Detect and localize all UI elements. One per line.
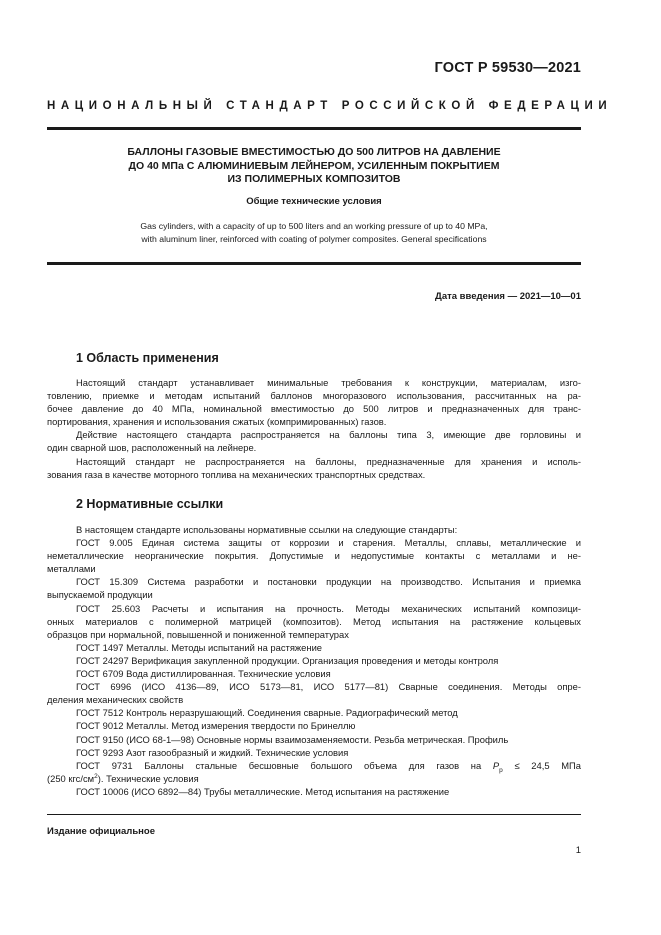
title-line: ИЗ ПОЛИМЕРНЫХ КОМПОЗИТОВ bbox=[227, 173, 401, 185]
gost9731-line2-prefix: (250 кгс/см bbox=[47, 772, 95, 784]
text-line: портирования, хранения и использования сжатых (компримированных) газов. bbox=[47, 416, 387, 428]
gost9731-suffix: ≤ 24,5 МПа bbox=[514, 759, 581, 771]
title-line: БАЛЛОНЫ ГАЗОВЫЕ ВМЕСТИМОСТЬЮ ДО 500 ЛИТРОВ НА ДАВЛЕНИЕ bbox=[127, 146, 501, 158]
title-line: ДО 40 МПа С АЛЮМИНИЕВЫМ ЛЕЙНЕРОМ, УСИЛЕННЫМ ПОКРЫТИЕМ bbox=[128, 159, 500, 172]
pressure-subscript: р bbox=[499, 766, 503, 774]
section-references-body bbox=[47, 523, 581, 798]
section-heading-references: 2 Нормативные ссылки bbox=[76, 497, 224, 511]
text-line: деления механических свойств bbox=[47, 694, 184, 706]
section-heading-scope: 1 Область применения bbox=[76, 351, 219, 365]
page-number: 1 bbox=[575, 845, 581, 856]
text-line: ГОСТ 6996 (ИСО 4136—89, ИСО 5173—81, ИСО 5177—81) Сварные соединения. Методы опре- bbox=[76, 681, 581, 693]
text-line-gost9731 bbox=[47, 759, 581, 772]
text-line: Действие настоящего стандарта распространяется на баллоны типа 3, имеющие две горловины и bbox=[76, 429, 581, 441]
introduction-date: Дата введения — 2021—10—01 bbox=[435, 291, 581, 302]
text-line: ГОСТ 15.309 Система разработки и постановки продукции на производство. Испытания и приемка bbox=[76, 576, 581, 588]
text-line: ГОСТ 9.005 Единая система защиты от коррозии и старения. Металлы, сплавы, металлические и bbox=[76, 537, 581, 549]
text-line: выпускаемой продукции bbox=[47, 589, 153, 601]
text-line: онных материалов с полимерной матрицей (композитов). Метод испытания на растяжение кольцевых bbox=[47, 615, 581, 627]
text-line: ГОСТ 1497 Металлы. Методы испытаний на растяжение bbox=[76, 641, 323, 653]
document-title bbox=[60, 146, 568, 187]
text-line: металлами bbox=[47, 563, 96, 575]
gost-number: ГОСТ Р 59530—2021 bbox=[434, 60, 581, 76]
text-line: образцов при нормальной, повышенной и пониженной температурах bbox=[47, 628, 349, 640]
text-line bbox=[47, 772, 581, 785]
national-standard-banner: НАЦИОНАЛЬНЫЙ СТАНДАРТ РОССИЙСКОЙ ФЕДЕРАЦИИ bbox=[47, 100, 613, 112]
text-line: Настоящий стандарт не распространяется на баллоны, предназначенные для хранения и исполь- bbox=[76, 455, 581, 467]
text-line: В настоящем стандарте использованы нормативные ссылки на следующие стандарты: bbox=[76, 524, 458, 535]
pressure-symbol: P bbox=[492, 759, 500, 771]
text-line: ГОСТ 9150 (ИСО 68-1—98) Основные нормы взаимозаменяемости. Резьба метрическая. Профиль bbox=[76, 733, 509, 745]
text-line: зования газа в качестве моторного топлива на механических транспортных средствах. bbox=[47, 468, 426, 480]
text-line: неметаллические неорганические покрытия. Допустимые и недопустимые контакты с металлами и не- bbox=[47, 550, 581, 562]
english-title bbox=[60, 220, 568, 246]
middle-rule bbox=[47, 262, 581, 265]
text-line: ГОСТ 25.603 Расчеты и испытания на прочность. Методы механических испытаний композици- bbox=[76, 602, 581, 614]
gost9731-prefix: ГОСТ 9731 Баллоны стальные бесшовные большого объема для газов на bbox=[76, 759, 482, 771]
english-title-line: Gas cylinders, with a capacity of up to 500 liters and an working pressure of up to 40 MPa, bbox=[140, 221, 488, 231]
document-subtitle: Общие технические условия bbox=[246, 196, 382, 207]
top-rule bbox=[47, 127, 581, 130]
text-line: ГОСТ 9293 Азот газообразный и жидкий. Технические условия bbox=[76, 746, 349, 758]
text-line: Настоящий стандарт устанавливает минимальные требования к конструкции, материалам, изго- bbox=[76, 377, 581, 388]
text-line: один сварной шов, расположенный на лейнере. bbox=[47, 442, 257, 454]
gost9731-line2-suffix: ). Технические условия bbox=[97, 772, 199, 784]
text-line: ГОСТ 24297 Верификация закупленной продукции. Организация проведения и методы контроля bbox=[76, 654, 499, 666]
text-line: товлению, приемке и методам испытаний баллонов многоразового использования, рассчитанных на ра- bbox=[47, 390, 581, 402]
bottom-rule bbox=[47, 814, 581, 815]
text-line: бочее давление до 40 МПа, номинальной вместимостью до 500 литров и предназначенных для транс- bbox=[47, 403, 581, 415]
text-line: ГОСТ 10006 (ИСО 6892—84) Трубы металлические. Метод испытания на растяжение bbox=[76, 785, 450, 797]
section-scope-body bbox=[47, 376, 581, 481]
text-line: ГОСТ 9012 Металлы. Метод измерения твердости по Бринеллю bbox=[76, 720, 356, 732]
text-line: ГОСТ 6709 Вода дистиллированная. Технические условия bbox=[76, 668, 331, 680]
official-edition-label: Издание официальное bbox=[47, 826, 155, 837]
text-line: ГОСТ 7512 Контроль неразрушающий. Соединения сварные. Радиографический метод bbox=[76, 707, 458, 719]
english-title-line: with aluminum liner, reinforced with coating of polymer composites. General specifications bbox=[141, 234, 487, 244]
superscript-2: 2 bbox=[94, 772, 98, 780]
